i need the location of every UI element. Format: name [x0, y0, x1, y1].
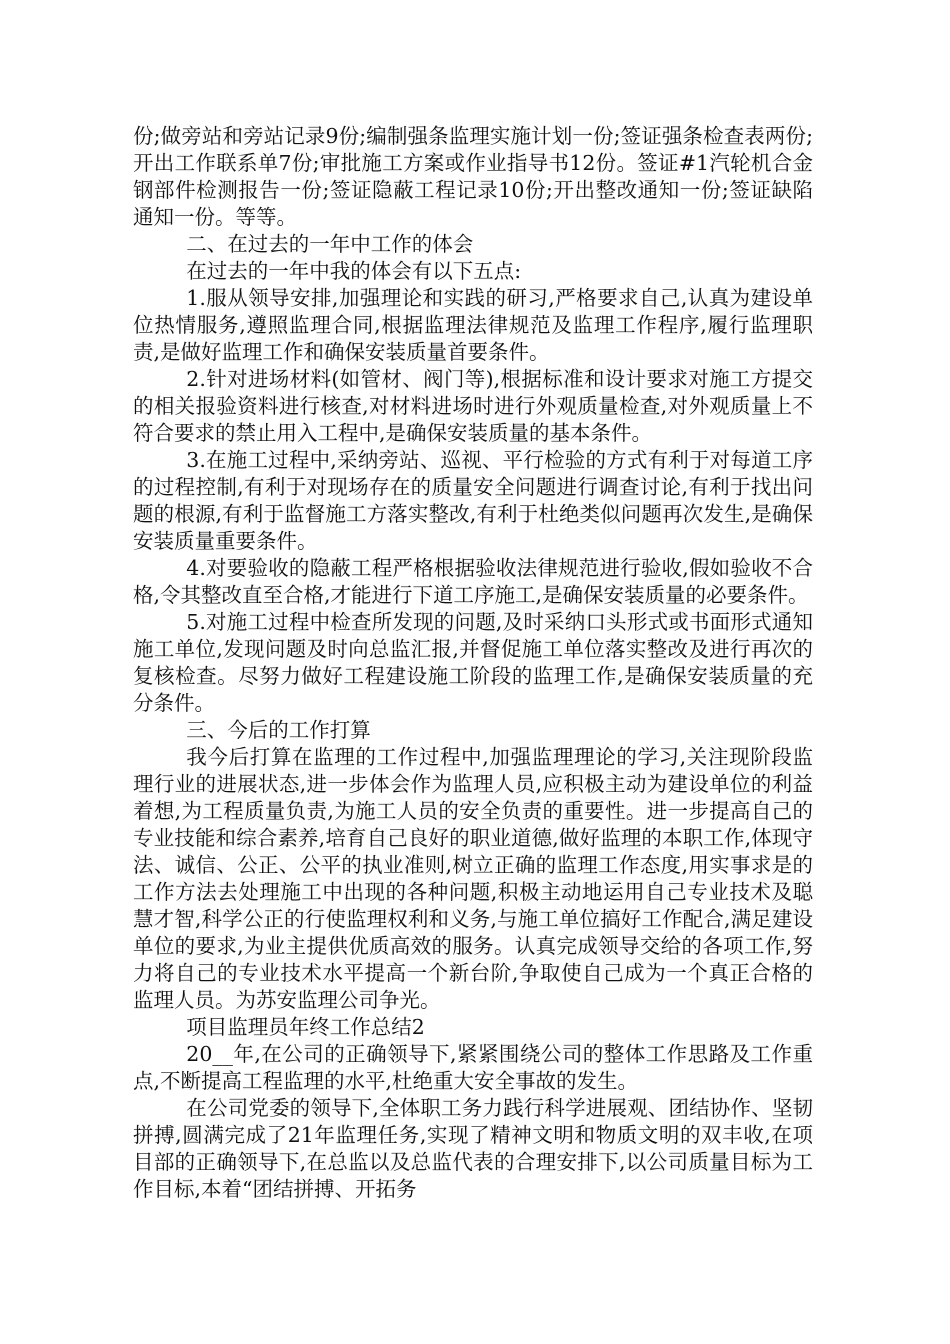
- list-item: 5.对施工过程中检查所发现的问题,及时采纳口头形式或书面形式通知施工单位,发现问题及时向总监汇报,并督促施工单位落实整改及进行再次的复核检查。尽努力做好工程建设施工阶段的监理工作,是确保安装质量的充分条件。: [133, 610, 813, 715]
- paragraph: 份;做旁站和旁站记录9份;编制强条监理实施计划一份;签证强条检查表两份;开出工作联系单7份;审批施工方案或作业指导书12份。签证#1汽轮机合金钢部件检测报告一份;签证隐蔽工程记录10份;开出整改通知一份;签证缺陷通知一份。等等。: [133, 124, 813, 229]
- list-item: 4.对要验收的隐蔽工程严格根据验收法律规范进行验收,假如验收不合格,令其整改直至合格,才能进行下道工序施工,是确保安装质量的必要条件。: [133, 556, 813, 607]
- paragraph: 在公司党委的领导下,全体职工务力践行科学进展观、团结协作、坚韧拼搏,圆满完成了21年监理任务,实现了精神文明和物质文明的双丰收,在项目部的正确领导下,在总监以及总监代表的合理安排下,以公司质量目标为工作目标,本着“团结拼搏、开拓务: [133, 1096, 813, 1201]
- paragraph: 20__年,在公司的正确领导下,紧紧围绕公司的整体工作思路及工作重点,不断提高工程监理的水平,杜绝重大安全事故的发生。: [133, 1042, 813, 1093]
- list-item: 3.在施工过程中,采纳旁站、巡视、平行检验的方式有利于对每道工序的过程控制,有利于对现场存在的质量安全问题进行调查讨论,有利于找出问题的根源,有利于监督施工方落实整改,有利于杜绝类似问题再次发生,是确保安装质量重要条件。: [133, 448, 813, 553]
- list-item: 2.针对进场材料(如管材、阀门等),根据标准和设计要求对施工方提交的相关报验资料进行核查,对材料进场时进行外观质量检查,对外观质量上不符合要求的禁止用入工程中,是确保安装质量的基本条件。: [133, 367, 813, 445]
- document-body: [133, 123, 813, 1203]
- document-title: 项目监理员年终工作总结2: [186, 1015, 425, 1039]
- paragraph: 在过去的一年中我的体会有以下五点:: [186, 259, 522, 283]
- section-heading: 三、今后的工作打算: [186, 718, 371, 742]
- paragraph: 我今后打算在监理的工作过程中,加强监理理论的学习,关注现阶段监理行业的进展状态,进一步体会作为监理人员,应积极主动为建设单位的利益着想,为工程质量负责,为施工人员的安全负责的重要性。进一步提高自己的专业技能和综合素养,培育自己良好的职业道德,做好监理的本职工作,体现守法、诚信、公正、公平的执业准则,树立正确的监理工作态度,用实事求是的工作方法去处理施工中出现的各种问题,积极主动地运用自己专业技术及聪慧才智,科学公正的行使监理权利和义务,与施工单位搞好工作配合,满足建设单位的要求,为业主提供优质高效的服务。认真完成领导交给的各项工作,努力将自己的专业技术水平提高一个新台阶,争取使自己成为一个真正合格的监理人员。为苏安监理公司争光。: [133, 745, 813, 1012]
- list-item: 1.服从领导安排,加强理论和实践的研习,严格要求自己,认真为建设单位热情服务,遵照监理合同,根据监理法律规范及监理工作程序,履行监理职责,是做好监理工作和确保安装质量首要条件。: [133, 286, 813, 364]
- section-heading: 二、在过去的一年中工作的体会: [186, 232, 474, 256]
